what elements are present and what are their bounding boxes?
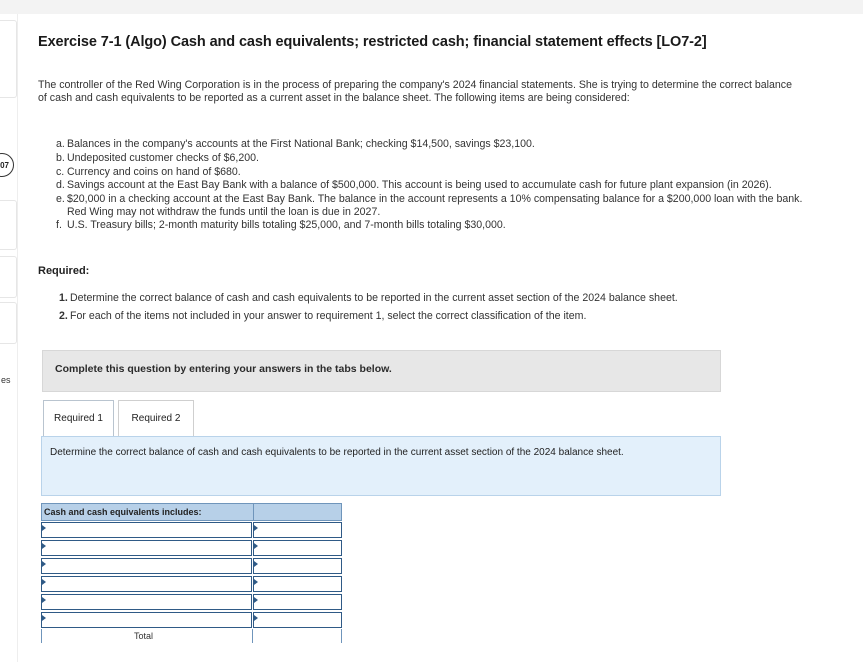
amount-input-cell[interactable] — [253, 576, 342, 592]
table-row — [41, 539, 342, 557]
dropdown-indicator-icon — [42, 615, 46, 621]
left-rail-label: es — [1, 375, 11, 385]
item-select-cell[interactable] — [41, 576, 252, 592]
grid-divider — [252, 629, 253, 643]
dropdown-indicator-icon — [42, 561, 46, 567]
top-bar — [0, 0, 863, 14]
list-item — [56, 193, 806, 218]
question-number-badge[interactable]: 07 — [0, 153, 14, 177]
requirement-text: Determine the correct balance of cash and cash equivalents to be reported in the current asset section of the 2024 balance sheet. — [70, 292, 678, 304]
question-content — [38, 34, 828, 323]
requirements-list — [59, 292, 789, 329]
list-item — [56, 166, 806, 178]
item-text: $20,000 in a checking account at the East Bay Bank. The balance in the account represents a 10% compensating balance for a $200,000 loan with the bank. Red Wing may not withdraw the funds until the loan is due in 2027. — [67, 193, 803, 218]
dropdown-indicator-icon — [254, 579, 258, 585]
dropdown-indicator-icon — [42, 597, 46, 603]
list-item — [59, 292, 789, 304]
dropdown-indicator-icon — [254, 615, 258, 621]
item-text: U.S. Treasury bills; 2-month maturity bills totaling $25,000, and 7-month bills totaling $30,000. — [67, 219, 506, 232]
table-row — [41, 575, 342, 593]
considered-items-list — [56, 138, 806, 233]
instruction-banner-text: Complete this question by entering your answers in the tabs below. — [55, 363, 392, 375]
required-heading: Required: — [38, 265, 90, 277]
intro-paragraph: The controller of the Red Wing Corporation is in the process of preparing the company's 2024 financial statements. She is trying to determine the correct balance of cash and cash equivalents to be reported as a current asset in the balance sheet. The following items are being considered: — [38, 79, 792, 104]
item-select-cell[interactable] — [41, 522, 252, 538]
dropdown-indicator-icon — [42, 525, 46, 531]
item-select-cell[interactable] — [41, 540, 252, 556]
page-title: Exercise 7-1 (Algo) Cash and cash equivalents; restricted cash; financial statement effects [LO7-2] — [38, 34, 707, 50]
item-text: Balances in the company's accounts at the First National Bank; checking $14,500, savings $23,100. — [67, 138, 535, 150]
item-text: Undeposited customer checks of $6,200. — [67, 151, 259, 164]
item-select-cell[interactable] — [41, 594, 252, 610]
list-item — [56, 152, 806, 164]
dropdown-indicator-icon — [42, 579, 46, 585]
tab-panel-instruction: Determine the correct balance of cash and cash equivalents to be reported in the current asset section of the 2024 balance sheet. — [50, 447, 624, 458]
amount-input-cell[interactable] — [253, 522, 342, 538]
left-rail-tab-1[interactable] — [0, 20, 17, 98]
table-row — [41, 593, 342, 611]
requirement-number: 1. — [59, 292, 68, 304]
dropdown-indicator-icon — [42, 543, 46, 549]
dropdown-indicator-icon — [254, 561, 258, 567]
dropdown-indicator-icon — [254, 597, 258, 603]
list-item — [56, 219, 806, 231]
table-row — [41, 557, 342, 575]
table-row — [41, 611, 342, 629]
item-text: Currency and coins on hand of $680. — [67, 165, 241, 178]
requirement-number: 2. — [59, 310, 68, 323]
left-rail-tab-2[interactable] — [0, 200, 17, 250]
instruction-banner — [42, 350, 721, 392]
amount-input-cell[interactable] — [253, 594, 342, 610]
tab-panel-header — [41, 436, 721, 496]
item-select-cell[interactable] — [41, 612, 252, 628]
item-label: d. — [56, 179, 65, 192]
item-label: c. — [56, 165, 65, 178]
answer-grid — [41, 503, 342, 643]
total-row — [41, 629, 342, 643]
item-label: f. — [56, 219, 62, 232]
grid-header-label: Cash and cash equivalents includes: — [44, 507, 202, 517]
tab-required-2[interactable]: Required 2 — [118, 400, 194, 436]
list-item — [56, 138, 806, 150]
dropdown-indicator-icon — [254, 525, 258, 531]
amount-input-cell[interactable] — [253, 540, 342, 556]
left-rail-tab-3[interactable] — [0, 256, 17, 298]
requirement-text: For each of the items not included in your answer to requirement 1, select the correct classification of the item. — [70, 310, 587, 323]
item-label: a. — [56, 138, 65, 150]
item-select-cell[interactable] — [41, 558, 252, 574]
total-label: Total — [134, 631, 154, 641]
item-label: e. — [56, 193, 65, 206]
list-item — [56, 179, 806, 191]
grid-border — [41, 629, 42, 643]
tab-required-1[interactable]: Required 1 — [43, 400, 114, 436]
list-item — [59, 310, 789, 322]
grid-header — [41, 503, 342, 521]
item-label: b. — [56, 151, 65, 164]
amount-input-cell[interactable] — [253, 612, 342, 628]
table-row — [41, 521, 342, 539]
left-rail-tab-4[interactable] — [0, 302, 17, 344]
amount-input-cell[interactable] — [253, 558, 342, 574]
item-text: Savings account at the East Bay Bank with a balance of $500,000. This account is being used to accumulate cash for future plant expansion (in 2026). — [67, 179, 772, 192]
dropdown-indicator-icon — [254, 543, 258, 549]
grid-header-divider — [253, 504, 254, 520]
grid-border — [341, 629, 342, 643]
